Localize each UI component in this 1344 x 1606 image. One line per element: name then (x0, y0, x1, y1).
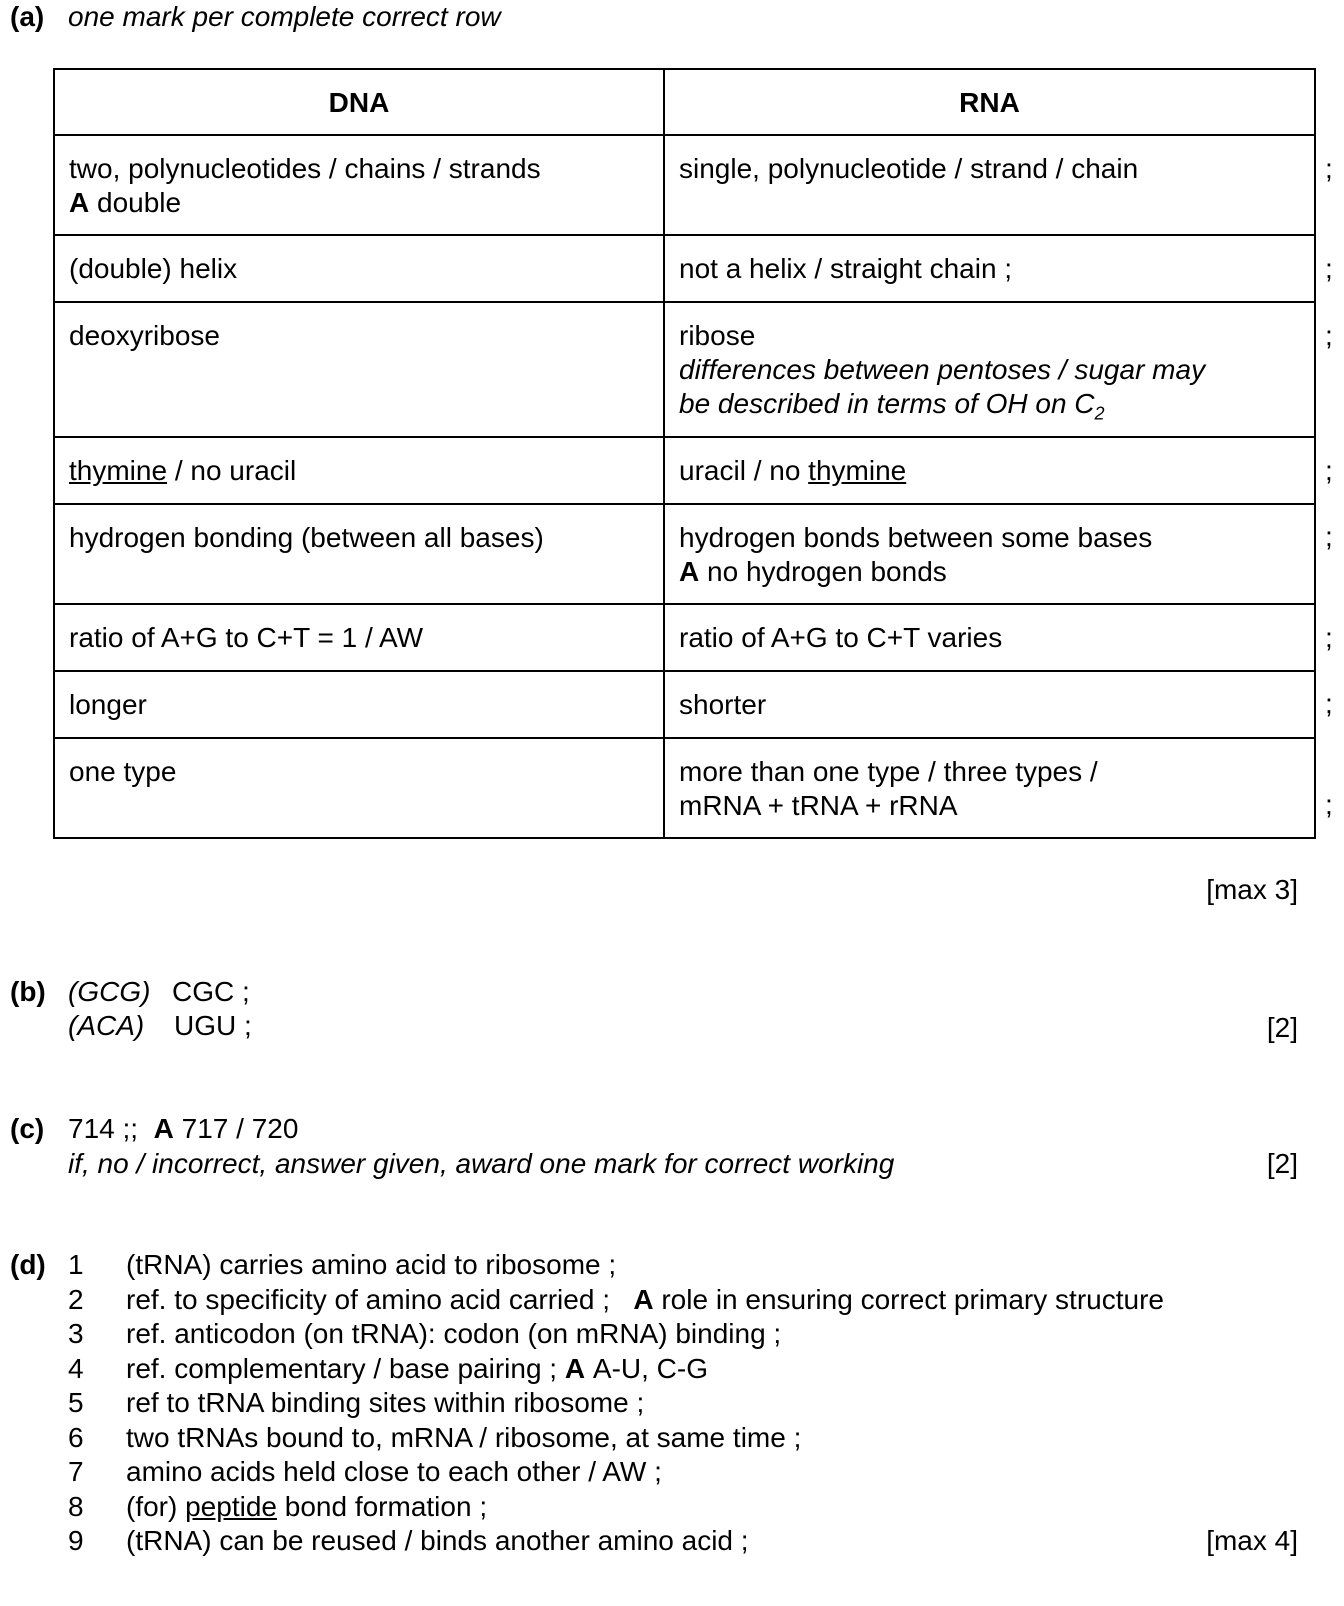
rna-cell: single, polynucleotide / strand / chain (664, 135, 1315, 235)
part-a-total: [max 3] (1206, 874, 1298, 905)
rna-cell: not a helix / straight chain ; (664, 235, 1315, 302)
rna-cell: shorter (664, 671, 1315, 738)
dna-cell: thymine / no uracil (54, 437, 664, 504)
codon-1: (GCG) (68, 976, 151, 1007)
part-b-label: (b) (10, 976, 46, 1007)
row-mark: ; (1325, 789, 1333, 820)
dna-cell: hydrogen bonding (between all bases) (54, 504, 664, 604)
dna-cell: deoxyribose (54, 302, 664, 437)
list-item: 8 (for) peptide bond formation ; (68, 1490, 488, 1522)
part-d-total: [max 4] (1206, 1525, 1298, 1556)
header-rna: RNA (664, 69, 1315, 135)
table-header-row (54, 69, 1315, 135)
rna-cell: uracil / no thymine (664, 437, 1315, 504)
dna-cell: longer (54, 671, 664, 738)
table-row (54, 302, 1315, 437)
row-mark: ; (1325, 153, 1333, 184)
part-a-label: (a) (10, 1, 45, 32)
row-mark: ; (1325, 320, 1333, 351)
table-row (54, 437, 1315, 504)
rna-cell: ribose differences between pentoses / sugar may be described in terms of OH on $C_2$ (664, 302, 1315, 437)
table-row (54, 135, 1315, 235)
row-mark: ; (1325, 521, 1333, 552)
row-mark: ; (1325, 253, 1333, 284)
header-dna: DNA (54, 69, 664, 135)
anticodon-2: UGU ; (174, 1010, 252, 1041)
part-d-label: (d) (10, 1249, 46, 1280)
anticodon-1: CGC ; (172, 976, 250, 1007)
dna-cell: (double) helix (54, 235, 664, 302)
table-row (54, 235, 1315, 302)
rna-cell: ratio of A+G to C+T varies (664, 604, 1315, 671)
part-d-points (68, 1248, 1164, 1559)
row-mark: ; (1325, 688, 1333, 719)
list-item: 9 (tRNA) can be reused / binds another amino acid ; (68, 1525, 749, 1556)
part-c-label: (c) (10, 1113, 45, 1144)
part-c-answer: 714 ;; A 717 / 720 (68, 1113, 299, 1144)
list-item: 5 ref to tRNA binding sites within ribosome ; (68, 1387, 645, 1418)
list-item: 1 (tRNA) carries amino acid to ribosome ; (68, 1249, 617, 1280)
list-item: 6 two tRNAs bound to, mRNA / ribosome, at same time ; (68, 1421, 802, 1453)
rna-cell: hydrogen bonds between some bases A no hydrogen bonds (664, 504, 1315, 604)
list-item: 7 amino acids held close to each other / AW ; (68, 1456, 662, 1487)
dna-rna-comparison-table (53, 68, 1316, 839)
codon-2: (ACA) (68, 1010, 145, 1041)
part-c-total: [2] (1266, 1148, 1298, 1179)
table-row (54, 504, 1315, 604)
rna-cell: more than one type / three types / mRNA + tRNA + rRNA (664, 738, 1315, 838)
list-item: 3 ref. anticodon (on tRNA): codon (on mRNA) binding ; (68, 1318, 782, 1349)
part-c-note: if, no / incorrect, answer given, award one mark for correct working (68, 1148, 895, 1179)
row-mark: ; (1325, 455, 1333, 486)
dna-cell: two, polynucleotides / chains / strands A double (54, 135, 664, 235)
part-a-instruction: one mark per complete correct row (68, 1, 501, 32)
table-row (54, 671, 1315, 738)
dna-cell: ratio of A+G to C+T = 1 / AW (54, 604, 664, 671)
list-item: 4 ref. complementary / base pairing ; A A-U, C-G (68, 1352, 708, 1384)
list-item: 2 ref. to specificity of amino acid carried ; A role in ensuring correct primary structure (68, 1283, 1164, 1315)
dna-cell: one type (54, 738, 664, 838)
part-b-total: [2] (1266, 1012, 1298, 1043)
row-mark: ; (1325, 622, 1333, 653)
table-row (54, 604, 1315, 671)
table-row (54, 738, 1315, 838)
